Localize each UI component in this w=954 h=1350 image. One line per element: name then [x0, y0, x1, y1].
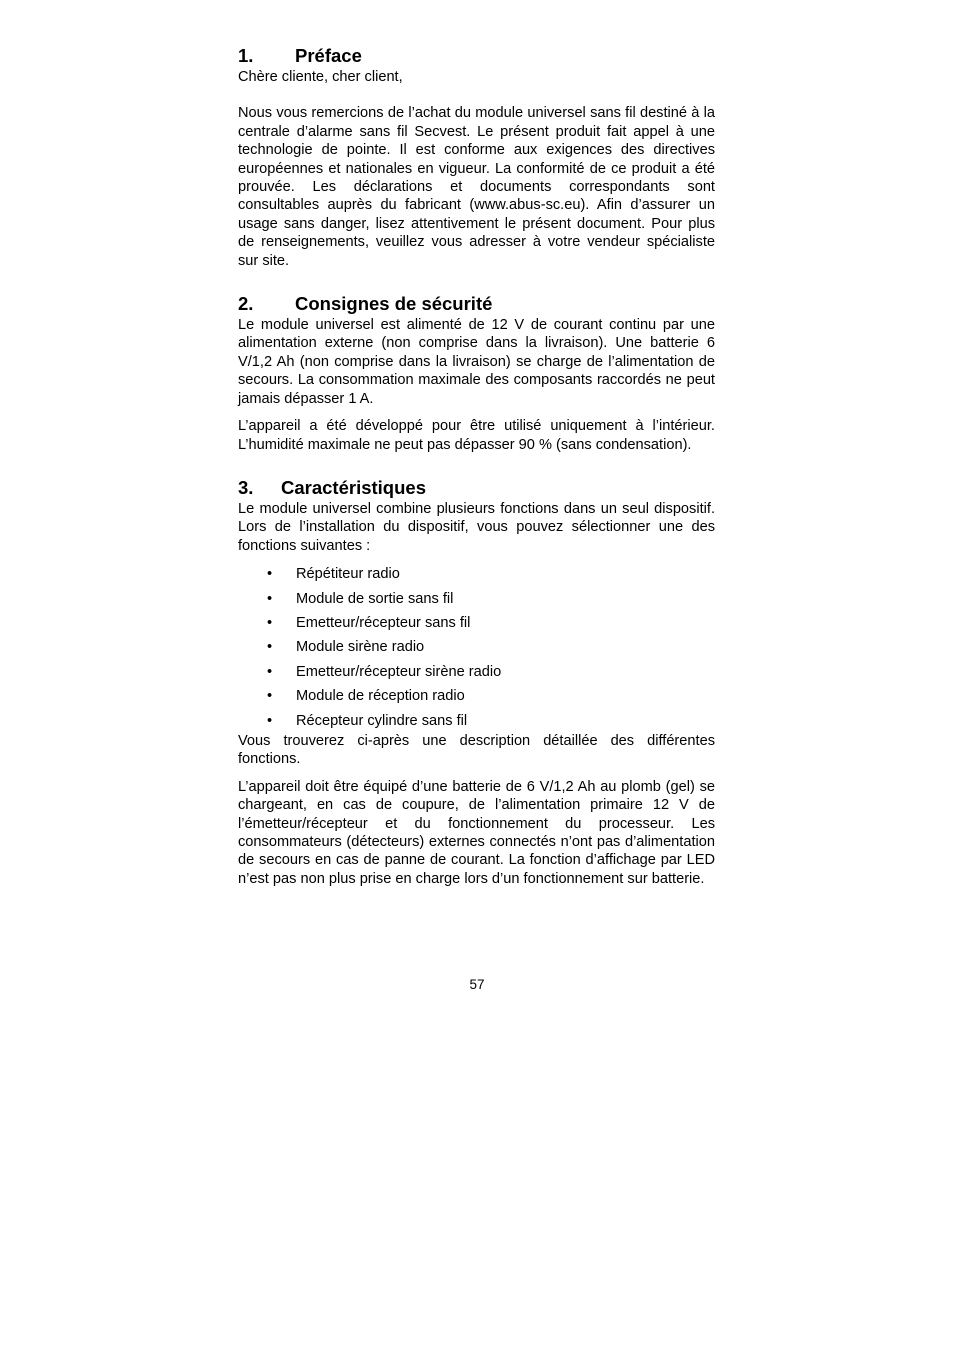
list-item: • Module de sortie sans fil	[267, 590, 454, 607]
preface-paragraph: Nous vous remercions de l’achat du module universel sans fil destiné à la centrale d’alarme sans fil Secvest. Le présent produit fait appel à une technologie de pointe. Il est conforme aux exigences des directives européennes et nationales en vigueur. La conformité de ce produit a été prouvée. Les déclarations et documents correspondants sont consultables auprès du fabricant (www.abus-sc.eu). Afin d’assurer un usage sans danger, lisez attentivement le présent document. Pour plus de renseignements, veuillez vous adresser à votre vendeur spécialiste sur site.	[238, 105, 715, 269]
document-page	[238, 44, 715, 888]
section-title: Caractéristiques	[281, 476, 426, 498]
features-description-note: Vous trouverez ci-après une description détaillée des différentes fonctions.	[238, 732, 715, 768]
section-number: 3.	[238, 476, 254, 498]
section-number: 2.	[238, 293, 254, 315]
list-item: • Emetteur/récepteur sirène radio	[267, 663, 502, 680]
list-item: • Répétiteur radio	[267, 566, 400, 583]
feature-list	[238, 565, 715, 730]
list-item: • Emetteur/récepteur sans fil	[267, 614, 471, 631]
bullet-icon: •	[267, 614, 273, 631]
section-heading-features	[238, 476, 715, 500]
list-item: • Module sirène radio	[267, 639, 425, 656]
section-heading-safety	[238, 292, 715, 316]
bullet-icon: •	[267, 590, 273, 607]
features-intro: Le module universel combine plusieurs fonctions dans un seul dispositif. Lors de l’installation du dispositif, vous pouvez sélectionner une des fonctions suivantes :	[238, 500, 715, 554]
list-item: • Module de réception radio	[267, 688, 465, 705]
section-number: 1.	[238, 45, 254, 66]
features-battery-paragraph: L’appareil doit être équipé d’une batterie de 6 V/1,2 Ah au plomb (gel) se chargeant, en cas de coupure, de l’alimentation primaire 12 V de l’émetteur/récepteur et du fonctionnement du processeur. Les consommateurs (détecteurs) externes connectés n’ont pas d’alimentation de secours en cas de panne de courant. La fonction d’affichage par LED n’est pas non plus prise en charge lors d’un fonctionnement sur batterie.	[238, 778, 715, 887]
safety-paragraph-indoor: L’appareil a été développé pour être utilisé uniquement à l’intérieur. L’humidité maximale ne peut pas dépasser 90 % (sans condensation).	[238, 418, 715, 453]
section-heading-preface	[238, 44, 715, 68]
bullet-icon: •	[267, 688, 273, 705]
safety-paragraph-power: Le module universel est alimenté de 12 V de courant continu par une alimentation externe (non comprise dans la livraison). Une batterie 6 V/1,2 Ah (non comprise dans la livraison) se charge de l’alimentation de secours. La consommation maximale des composants raccordés ne peut jamais dépasser 1 A.	[238, 317, 715, 407]
bullet-icon: •	[267, 566, 273, 583]
list-item: • Récepteur cylindre sans fil	[267, 712, 468, 729]
bullet-icon: •	[267, 663, 273, 680]
bullet-icon: •	[267, 712, 273, 729]
section-title: Préface	[295, 45, 362, 66]
salutation: Chère cliente, cher client,	[238, 69, 403, 85]
section-title: Consignes de sécurité	[295, 293, 493, 315]
page-number: 57	[469, 977, 485, 992]
bullet-icon: •	[267, 639, 273, 656]
